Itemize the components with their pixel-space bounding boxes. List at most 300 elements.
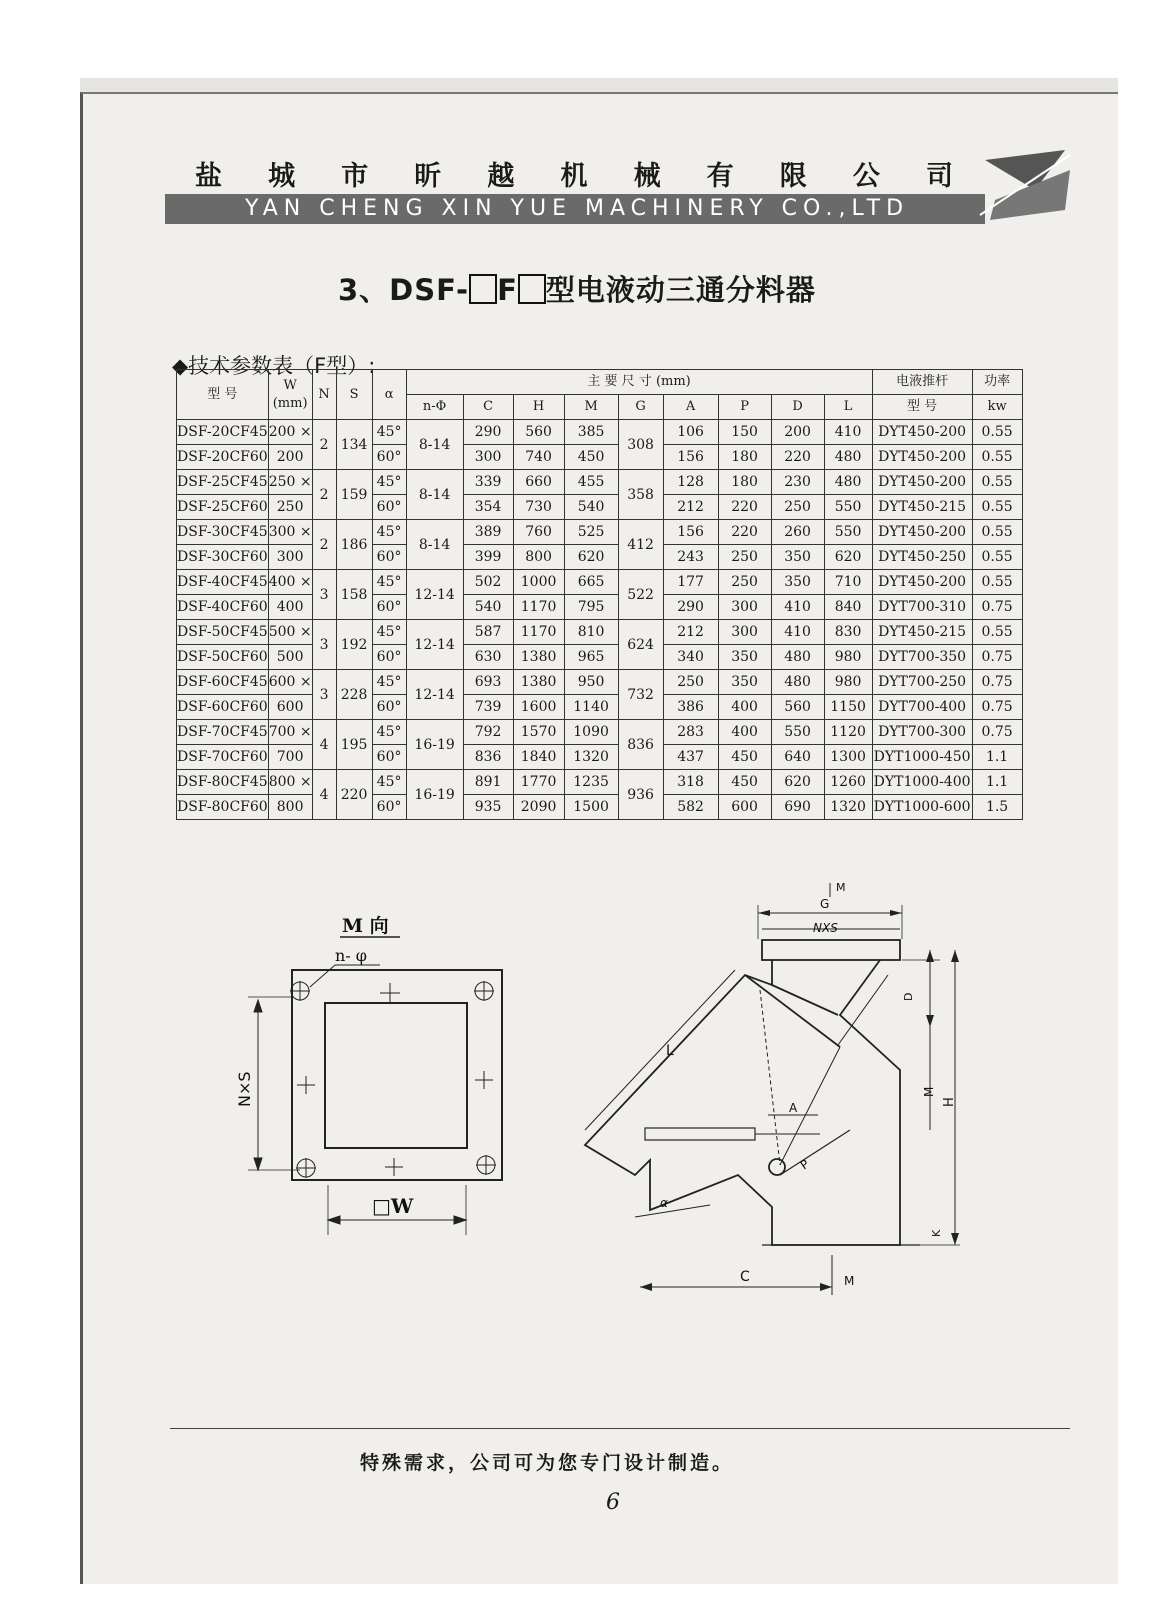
footer-rule bbox=[170, 1428, 1070, 1429]
w-label: □W bbox=[372, 1194, 414, 1218]
cell-p: 600 bbox=[718, 795, 771, 820]
th-power-unit: kw bbox=[972, 395, 1022, 420]
th-n: N bbox=[312, 370, 336, 420]
th-l: L bbox=[824, 395, 872, 420]
cell-c: 300 bbox=[463, 445, 513, 470]
cell-a: 283 bbox=[663, 720, 718, 745]
table-row bbox=[177, 770, 1023, 795]
cell-h: 1000 bbox=[513, 570, 564, 595]
cell-actuator: DYT450-200 bbox=[872, 520, 972, 545]
cell-h: 2090 bbox=[513, 795, 564, 820]
cell-p: 450 bbox=[718, 770, 771, 795]
company-name-char: 城 bbox=[268, 161, 298, 192]
cell-g: 358 bbox=[618, 470, 663, 520]
cell-m: 1320 bbox=[564, 745, 618, 770]
cell-g: 936 bbox=[618, 770, 663, 820]
company-name-char: 昕 bbox=[414, 161, 444, 192]
cell-power: 0.55 bbox=[972, 570, 1022, 595]
cell-a: 250 bbox=[663, 670, 718, 695]
cell-c: 339 bbox=[463, 470, 513, 495]
cell-g: 836 bbox=[618, 720, 663, 770]
cell-c: 693 bbox=[463, 670, 513, 695]
th-s: S bbox=[336, 370, 372, 420]
table-row bbox=[177, 570, 1023, 595]
cell-d: 350 bbox=[771, 570, 824, 595]
cell-n-phi: 8-14 bbox=[406, 520, 463, 570]
cell-power: 0.55 bbox=[972, 620, 1022, 645]
table-row bbox=[177, 495, 1023, 520]
cell-c: 792 bbox=[463, 720, 513, 745]
cell-c: 502 bbox=[463, 570, 513, 595]
cell-n: 2 bbox=[312, 420, 336, 470]
cell-c: 290 bbox=[463, 420, 513, 445]
title-box-1 bbox=[469, 274, 497, 304]
cell-alpha: 45° bbox=[372, 420, 406, 445]
cell-alpha: 45° bbox=[372, 720, 406, 745]
cell-n-phi: 12-14 bbox=[406, 570, 463, 620]
side-alpha: α bbox=[660, 1196, 668, 1210]
cell-p: 450 bbox=[718, 745, 771, 770]
cell-g: 308 bbox=[618, 420, 663, 470]
cell-h: 1600 bbox=[513, 695, 564, 720]
cell-h: 730 bbox=[513, 495, 564, 520]
scan-margin bbox=[1118, 0, 1163, 1600]
side-d: D bbox=[902, 992, 915, 1001]
nxs-label: N×S bbox=[235, 1071, 254, 1107]
cell-s: 192 bbox=[336, 620, 372, 670]
cell-p: 220 bbox=[718, 520, 771, 545]
cell-actuator: DYT700-400 bbox=[872, 695, 972, 720]
cell-s: 195 bbox=[336, 720, 372, 770]
cell-power: 0.75 bbox=[972, 670, 1022, 695]
cell-l: 480 bbox=[824, 470, 872, 495]
cell-n: 3 bbox=[312, 570, 336, 620]
cell-n-phi: 12-14 bbox=[406, 620, 463, 670]
cell-p: 350 bbox=[718, 670, 771, 695]
cell-a: 177 bbox=[663, 570, 718, 595]
cell-w: 250 bbox=[268, 495, 312, 520]
company-name-char: 限 bbox=[779, 161, 809, 192]
th-p: P bbox=[718, 395, 771, 420]
cell-alpha: 45° bbox=[372, 520, 406, 545]
table-row bbox=[177, 695, 1023, 720]
side-m-dim: M bbox=[922, 1086, 936, 1097]
cell-model: DSF-30CF45 bbox=[177, 520, 269, 545]
cell-actuator: DYT700-350 bbox=[872, 645, 972, 670]
cell-model: DSF-60CF45 bbox=[177, 670, 269, 695]
cell-d: 620 bbox=[771, 770, 824, 795]
cell-actuator: DYT700-310 bbox=[872, 595, 972, 620]
cell-d: 480 bbox=[771, 670, 824, 695]
cell-h: 1570 bbox=[513, 720, 564, 745]
cell-d: 410 bbox=[771, 595, 824, 620]
cell-c: 836 bbox=[463, 745, 513, 770]
cell-actuator: DYT1000-400 bbox=[872, 770, 972, 795]
cell-n-phi: 12-14 bbox=[406, 670, 463, 720]
cell-h: 660 bbox=[513, 470, 564, 495]
th-a: A bbox=[663, 395, 718, 420]
cell-m: 795 bbox=[564, 595, 618, 620]
cell-p: 180 bbox=[718, 470, 771, 495]
th-w-unit: (mm) bbox=[272, 395, 308, 411]
table-row bbox=[177, 720, 1023, 745]
cell-a: 318 bbox=[663, 770, 718, 795]
cell-alpha: 45° bbox=[372, 570, 406, 595]
cell-p: 300 bbox=[718, 595, 771, 620]
cell-p: 220 bbox=[718, 495, 771, 520]
cell-power: 0.55 bbox=[972, 495, 1022, 520]
cell-w: 700 × bbox=[268, 720, 312, 745]
cell-n: 4 bbox=[312, 770, 336, 820]
cell-model: DSF-70CF60 bbox=[177, 745, 269, 770]
company-name-char: 机 bbox=[560, 161, 590, 192]
cell-p: 350 bbox=[718, 645, 771, 670]
cell-actuator: DYT450-200 bbox=[872, 445, 972, 470]
side-m-bottom: M bbox=[844, 1274, 855, 1288]
th-d: D bbox=[771, 395, 824, 420]
cell-l: 620 bbox=[824, 545, 872, 570]
n-phi-label: n- φ bbox=[335, 946, 367, 965]
flange-view bbox=[235, 914, 502, 1235]
cell-p: 300 bbox=[718, 620, 771, 645]
company-name-char: 市 bbox=[341, 161, 371, 192]
cell-w: 600 × bbox=[268, 670, 312, 695]
cell-power: 0.55 bbox=[972, 420, 1022, 445]
company-name-char: 盐 bbox=[195, 161, 224, 192]
cell-c: 399 bbox=[463, 545, 513, 570]
cell-h: 1770 bbox=[513, 770, 564, 795]
cell-w: 400 bbox=[268, 595, 312, 620]
cell-n: 3 bbox=[312, 670, 336, 720]
cell-m: 540 bbox=[564, 495, 618, 520]
cell-l: 830 bbox=[824, 620, 872, 645]
cell-h: 1170 bbox=[513, 595, 564, 620]
cell-n: 3 bbox=[312, 620, 336, 670]
cell-actuator: DYT450-250 bbox=[872, 545, 972, 570]
table-row bbox=[177, 420, 1023, 445]
cell-l: 550 bbox=[824, 520, 872, 545]
table-caption: ◆技术参数表（F型）: bbox=[172, 354, 376, 378]
cell-a: 340 bbox=[663, 645, 718, 670]
cell-actuator: DYT450-215 bbox=[872, 620, 972, 645]
cell-actuator: DYT450-215 bbox=[872, 495, 972, 520]
cell-d: 410 bbox=[771, 620, 824, 645]
cell-a: 212 bbox=[663, 495, 718, 520]
cell-m: 665 bbox=[564, 570, 618, 595]
cell-n-phi: 8-14 bbox=[406, 420, 463, 470]
cell-l: 710 bbox=[824, 570, 872, 595]
cell-alpha: 45° bbox=[372, 770, 406, 795]
cell-s: 134 bbox=[336, 420, 372, 470]
cell-w: 500 × bbox=[268, 620, 312, 645]
cell-a: 437 bbox=[663, 745, 718, 770]
th-c: C bbox=[463, 395, 513, 420]
side-l: L bbox=[666, 1043, 674, 1059]
cell-w: 300 × bbox=[268, 520, 312, 545]
cell-c: 587 bbox=[463, 620, 513, 645]
cell-model: DSF-40CF45 bbox=[177, 570, 269, 595]
cell-model: DSF-80CF45 bbox=[177, 770, 269, 795]
cell-l: 550 bbox=[824, 495, 872, 520]
cell-power: 0.75 bbox=[972, 645, 1022, 670]
dimension-drawing bbox=[235, 875, 1000, 1315]
table-row bbox=[177, 670, 1023, 695]
company-name-cn bbox=[195, 154, 955, 193]
cell-h: 740 bbox=[513, 445, 564, 470]
cell-n: 2 bbox=[312, 470, 336, 520]
cell-model: DSF-25CF60 bbox=[177, 495, 269, 520]
cell-h: 1380 bbox=[513, 645, 564, 670]
cell-w: 500 bbox=[268, 645, 312, 670]
th-actuator: 电液推杆 bbox=[872, 370, 972, 395]
title-prefix: 3、DSF- bbox=[338, 273, 470, 307]
cell-actuator: DYT450-200 bbox=[872, 420, 972, 445]
cell-actuator: DYT450-200 bbox=[872, 570, 972, 595]
cell-model: DSF-20CF60 bbox=[177, 445, 269, 470]
cell-model: DSF-50CF60 bbox=[177, 645, 269, 670]
company-name-char: 械 bbox=[633, 161, 663, 192]
cell-actuator: DYT450-200 bbox=[872, 470, 972, 495]
cell-model: DSF-25CF45 bbox=[177, 470, 269, 495]
cell-l: 1300 bbox=[824, 745, 872, 770]
cell-l: 1260 bbox=[824, 770, 872, 795]
company-logo-icon bbox=[975, 150, 1075, 230]
cell-w: 800 × bbox=[268, 770, 312, 795]
cell-alpha: 60° bbox=[372, 445, 406, 470]
th-g: G bbox=[618, 395, 663, 420]
page-number: 6 bbox=[606, 1490, 620, 1515]
th-h: H bbox=[513, 395, 564, 420]
side-nxs: NXS bbox=[813, 921, 838, 935]
th-n-phi: n-Φ bbox=[406, 395, 463, 420]
cell-alpha: 60° bbox=[372, 695, 406, 720]
cell-power: 0.55 bbox=[972, 470, 1022, 495]
cell-p: 250 bbox=[718, 570, 771, 595]
th-w-label: W bbox=[283, 377, 297, 393]
th-m: M bbox=[564, 395, 618, 420]
side-g: G bbox=[820, 897, 830, 911]
cell-h: 1380 bbox=[513, 670, 564, 695]
cell-power: 0.75 bbox=[972, 720, 1022, 745]
cell-l: 480 bbox=[824, 445, 872, 470]
th-power: 功率 bbox=[972, 370, 1022, 395]
cell-g: 412 bbox=[618, 520, 663, 570]
th-actuator-model: 型 号 bbox=[872, 395, 972, 420]
table-row bbox=[177, 745, 1023, 770]
cell-alpha: 60° bbox=[372, 645, 406, 670]
cell-w: 400 × bbox=[268, 570, 312, 595]
cell-m: 1235 bbox=[564, 770, 618, 795]
cell-d: 690 bbox=[771, 795, 824, 820]
cell-d: 550 bbox=[771, 720, 824, 745]
th-alpha: α bbox=[372, 370, 406, 420]
title-suffix: 型电液动三通分料器 bbox=[545, 273, 816, 307]
cell-n-phi: 16-19 bbox=[406, 770, 463, 820]
cell-a: 156 bbox=[663, 520, 718, 545]
cell-d: 200 bbox=[771, 420, 824, 445]
cell-m: 455 bbox=[564, 470, 618, 495]
cell-d: 250 bbox=[771, 495, 824, 520]
title-box-2 bbox=[518, 274, 546, 304]
cell-w: 300 bbox=[268, 545, 312, 570]
cell-c: 354 bbox=[463, 495, 513, 520]
cell-l: 980 bbox=[824, 670, 872, 695]
cell-power: 0.55 bbox=[972, 520, 1022, 545]
cell-h: 1840 bbox=[513, 745, 564, 770]
cell-d: 350 bbox=[771, 545, 824, 570]
cell-a: 212 bbox=[663, 620, 718, 645]
cell-l: 410 bbox=[824, 420, 872, 445]
cell-model: DSF-30CF60 bbox=[177, 545, 269, 570]
company-name-char: 有 bbox=[706, 161, 736, 192]
cell-w: 700 bbox=[268, 745, 312, 770]
company-name-en: YAN CHENG XIN YUE MACHINERY CO.,LTD bbox=[245, 196, 910, 221]
cell-g: 624 bbox=[618, 620, 663, 670]
table-row bbox=[177, 595, 1023, 620]
cell-p: 150 bbox=[718, 420, 771, 445]
cell-n-phi: 8-14 bbox=[406, 470, 463, 520]
cell-m: 810 bbox=[564, 620, 618, 645]
company-name-char: 司 bbox=[925, 161, 955, 192]
side-m-top: M bbox=[836, 881, 846, 894]
cell-m: 1090 bbox=[564, 720, 618, 745]
cell-m: 620 bbox=[564, 545, 618, 570]
cell-alpha: 60° bbox=[372, 545, 406, 570]
cell-h: 760 bbox=[513, 520, 564, 545]
cell-c: 630 bbox=[463, 645, 513, 670]
cell-m: 1140 bbox=[564, 695, 618, 720]
footer-note: 特殊需求，公司可为您专门设计制造。 bbox=[360, 1452, 735, 1474]
cell-power: 0.75 bbox=[972, 595, 1022, 620]
cell-a: 128 bbox=[663, 470, 718, 495]
page-top-edge bbox=[80, 78, 1130, 92]
cell-alpha: 60° bbox=[372, 745, 406, 770]
cell-n: 2 bbox=[312, 520, 336, 570]
company-name-char: 越 bbox=[487, 161, 517, 192]
cell-model: DSF-40CF60 bbox=[177, 595, 269, 620]
cell-p: 180 bbox=[718, 445, 771, 470]
cell-s: 159 bbox=[336, 470, 372, 520]
cell-h: 560 bbox=[513, 420, 564, 445]
cell-p: 400 bbox=[718, 720, 771, 745]
cell-a: 106 bbox=[663, 420, 718, 445]
th-main-dims: 主 要 尺 寸 (mm) bbox=[406, 370, 872, 395]
cell-h: 800 bbox=[513, 545, 564, 570]
cell-l: 1150 bbox=[824, 695, 872, 720]
cell-w: 800 bbox=[268, 795, 312, 820]
cell-c: 891 bbox=[463, 770, 513, 795]
side-a: A bbox=[789, 1101, 798, 1115]
title-mid: F bbox=[497, 273, 518, 307]
cell-l: 1120 bbox=[824, 720, 872, 745]
cell-m: 1500 bbox=[564, 795, 618, 820]
cell-a: 582 bbox=[663, 795, 718, 820]
cell-power: 0.75 bbox=[972, 695, 1022, 720]
cell-m: 525 bbox=[564, 520, 618, 545]
cell-l: 840 bbox=[824, 595, 872, 620]
cell-m: 450 bbox=[564, 445, 618, 470]
table-row bbox=[177, 645, 1023, 670]
spec-table bbox=[176, 369, 1023, 820]
cell-power: 0.55 bbox=[972, 445, 1022, 470]
side-view bbox=[585, 881, 960, 1295]
cell-w: 200 bbox=[268, 445, 312, 470]
cell-alpha: 45° bbox=[372, 670, 406, 695]
cell-alpha: 60° bbox=[372, 795, 406, 820]
cell-alpha: 45° bbox=[372, 620, 406, 645]
th-w bbox=[268, 370, 312, 420]
cell-alpha: 45° bbox=[372, 470, 406, 495]
cell-m: 385 bbox=[564, 420, 618, 445]
cell-n-phi: 16-19 bbox=[406, 720, 463, 770]
cell-d: 260 bbox=[771, 520, 824, 545]
company-name-char: 公 bbox=[852, 161, 882, 192]
side-p: P bbox=[797, 1156, 812, 1173]
cell-c: 935 bbox=[463, 795, 513, 820]
cell-m: 965 bbox=[564, 645, 618, 670]
cell-power: 1.1 bbox=[972, 745, 1022, 770]
cell-a: 386 bbox=[663, 695, 718, 720]
cell-d: 480 bbox=[771, 645, 824, 670]
side-h: H bbox=[942, 1097, 957, 1107]
cell-d: 560 bbox=[771, 695, 824, 720]
cell-m: 950 bbox=[564, 670, 618, 695]
cell-alpha: 60° bbox=[372, 595, 406, 620]
cell-l: 980 bbox=[824, 645, 872, 670]
m-view-label: M 向 bbox=[342, 915, 389, 937]
table-row bbox=[177, 445, 1023, 470]
cell-g: 522 bbox=[618, 570, 663, 620]
table-row bbox=[177, 520, 1023, 545]
cell-l: 1320 bbox=[824, 795, 872, 820]
cell-model: DSF-70CF45 bbox=[177, 720, 269, 745]
cell-p: 250 bbox=[718, 545, 771, 570]
cell-w: 250 × bbox=[268, 470, 312, 495]
cell-model: DSF-80CF60 bbox=[177, 795, 269, 820]
cell-w: 200 × bbox=[268, 420, 312, 445]
cell-power: 1.5 bbox=[972, 795, 1022, 820]
cell-d: 640 bbox=[771, 745, 824, 770]
cell-c: 540 bbox=[463, 595, 513, 620]
table-row bbox=[177, 470, 1023, 495]
cell-actuator: DYT700-250 bbox=[872, 670, 972, 695]
cell-h: 1170 bbox=[513, 620, 564, 645]
cell-d: 220 bbox=[771, 445, 824, 470]
cell-a: 290 bbox=[663, 595, 718, 620]
cell-power: 0.55 bbox=[972, 545, 1022, 570]
side-k: K bbox=[930, 1229, 943, 1237]
cell-actuator: DYT1000-450 bbox=[872, 745, 972, 770]
cell-c: 739 bbox=[463, 695, 513, 720]
cell-p: 400 bbox=[718, 695, 771, 720]
table-row bbox=[177, 620, 1023, 645]
cell-s: 220 bbox=[336, 770, 372, 820]
cell-s: 186 bbox=[336, 520, 372, 570]
cell-model: DSF-60CF60 bbox=[177, 695, 269, 720]
cell-d: 230 bbox=[771, 470, 824, 495]
cell-c: 389 bbox=[463, 520, 513, 545]
cell-actuator: DYT1000-600 bbox=[872, 795, 972, 820]
cell-s: 158 bbox=[336, 570, 372, 620]
cell-a: 156 bbox=[663, 445, 718, 470]
cell-alpha: 60° bbox=[372, 495, 406, 520]
cell-w: 600 bbox=[268, 695, 312, 720]
cell-g: 732 bbox=[618, 670, 663, 720]
cell-model: DSF-20CF45 bbox=[177, 420, 269, 445]
cell-s: 228 bbox=[336, 670, 372, 720]
side-c: C bbox=[740, 1269, 750, 1285]
table-row bbox=[177, 795, 1023, 820]
